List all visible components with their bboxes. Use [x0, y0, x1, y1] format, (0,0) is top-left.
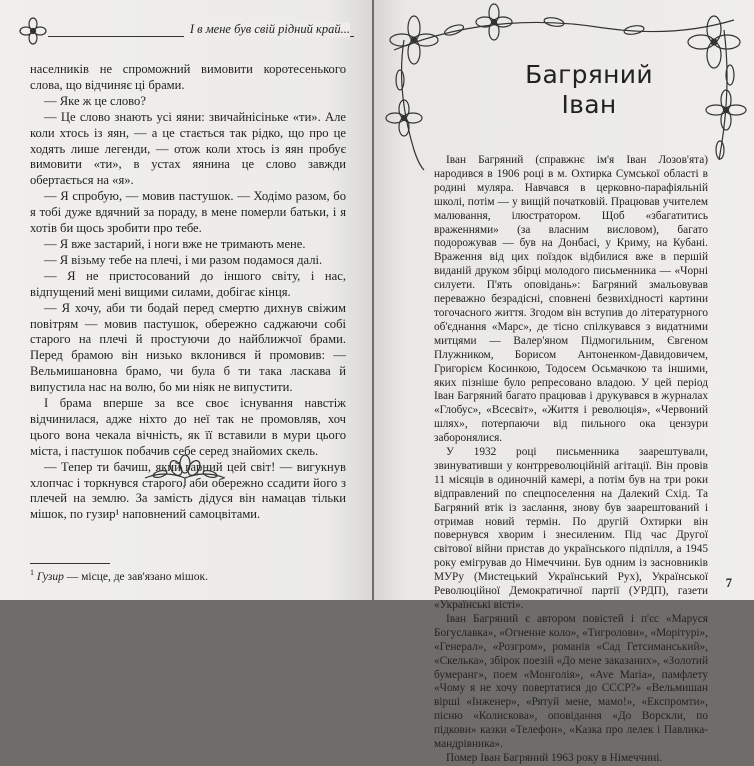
paragraph: Іван Багряний є автором повістей і п'єс «Маруся Богуславка», «Огненне коло», «Тигролови», «Морітурі», «Генерал», «Розгром», романів «Сад Гетсиманський», «Скелька», збірок поезій «До мене заказаних», «Золотий бумеранг», поем «Монголія», «Ave Maria», памфлету «Чому я не хочу повертатися до СССР?» «Вельмишан вірші «Інженер», «Рятуй мене, мамо!», «Експромти», пісню «Колискова», оповідання «До Ворскли, по підкови» казки «Телефон», «Казка про лелек і Павлика-мандрівника».: [434, 612, 708, 751]
running-head-title: І в мене був свій рідний край...: [184, 22, 350, 37]
title-line: Багряний: [525, 60, 653, 89]
right-page-text: [434, 154, 708, 766]
right-page: [374, 0, 754, 764]
paragraph: Іван Багряний (справжнє ім'я Іван Лозов'ята) народився в 1906 році в м. Охтирка Сумської області в родині муляра. Навчався в церковно-парафіяльній школі, потім — у вищій початковій. Працював учителем малювання, ілюстратором. Щоб «збагатитись враженнями» (за власним висловом), багато подорожував — був на Донбасі, у Криму, на Кубані. Враження від цих поїздок відбилися вже в першій виданій друком збірці молодого письменника — «Чорні силуети. П'ять оповідань»: Багряний змальовував переважно безрадісні, сповнені безвихідності картини тогочасного життя. Згодом він вступив до літературного об'єднання «Марс», де тісно спілкувався з видатними митцями — Валер'яном Підмогильним, Євгеном Плужником, Борисом Антоненком-Давидовичем, Григорієм Косинкою, Тодосем Осьмачкою та іншими, яких пізніше було репресовано владою. У цей період Іван Багряний багато працював і друкувався в журналах «Глобус», «Всесвіт», «Життя і революція», «Червоний шлях», потерпаючи від пильного ока цензури заборонялися.: [434, 154, 708, 445]
paragraph: — Я хочу, аби ти бодай перед смертю дихнув свіжим повітрям — мовив пастушок, обережно саджаючи собі старого на плечі й простуючи до найближчої брами. Перед брамою він низько вклонився й промовив: — Вельмишановна брамо, чи була б ти така ласкава й випустила нас на волю, бо ми ніяк не випустити.: [30, 300, 346, 395]
running-head: [18, 22, 354, 44]
paragraph: населників не спроможний вимовити коротесенького слова, що відчиняє ці брами.: [30, 62, 346, 92]
paragraph: — Я вже застарий, і ноги вже не тримають мене.: [44, 236, 306, 251]
paragraph: — Тепер ти бачиш, який гарний цей світ! — вигукнув хлопчас і торкнувся старого, аби обережно ссадити його з плечей на землю. За замість дідуся він намацав тільки мішок, по гузир¹ наповнений самоцвітами.: [30, 459, 346, 522]
paragraph: — Я візьму тебе на плечі, і ми разом подамося далі.: [44, 252, 323, 267]
paragraph: І брама вперше за все своє існування навстіж відчинилася, адже ніхто до неї так не промовляв, хоч цього вона чекала вічність, як її вставили в мури цього міста, і пастушок побачив себе серед знайомих скель.: [30, 396, 346, 458]
chapter-title: [494, 60, 684, 120]
footnote-rule: [30, 563, 110, 564]
title-line: Іван: [561, 90, 617, 119]
paragraph: — Це слово знають усі яяни: звичайнісіньке «ти». Але коли хтось із яян, — а це стається так рідко, що про це ходять лише легенди, — отож коли хтось із яян пробує вимовити «ти», в устах яянина це слово завжди обертається на «я».: [30, 109, 346, 188]
paragraph: Помер Іван Багряний 1963 року в Німеччині.: [446, 751, 663, 764]
paragraph: — Я не пристосований до іншого світу, і нас, відпущений мені вищими силами, добігає кінця.: [30, 268, 346, 299]
footnote: [30, 568, 208, 583]
paragraph: — Яке ж це слово?: [44, 93, 146, 108]
floral-divider-icon: [140, 450, 230, 490]
flower-ornament-icon: [18, 16, 48, 46]
footnote-term: Гузир: [36, 570, 64, 583]
footnote-text: — місце, де зав'язано мішок.: [63, 570, 208, 583]
footnote-marker: 1: [30, 568, 34, 577]
paragraph: У 1932 році письменника заарештували, звинувативши у контрреволюційній агітації. Він провів 11 місяців в одиночній камері, а потім був на три роки відправлений по спецпоселення на Далекий Схід. Та Багряний втік із заслання, знову був заарештований і отримав новий термін. По другій Охтирки він повернувся хворим і знесиленим. Під час Другої світової війни пристав до українського підпілля, а 1945 року емігрував до Німеччини. Був одним із засновників МУРу (Мистецький Український Рух), Української Революційної Демократичної партії (УРДП), газети «Українські вісті».: [434, 446, 708, 611]
page-number: 7: [725, 576, 732, 590]
left-page: [0, 0, 372, 600]
paragraph: — Я спробую, — мовив пастушок. — Ходімо разом, бо я тобі дуже вдячний за пораду, в мене померли батьки, і я хотів би щось зробити про тебе.: [30, 189, 346, 236]
